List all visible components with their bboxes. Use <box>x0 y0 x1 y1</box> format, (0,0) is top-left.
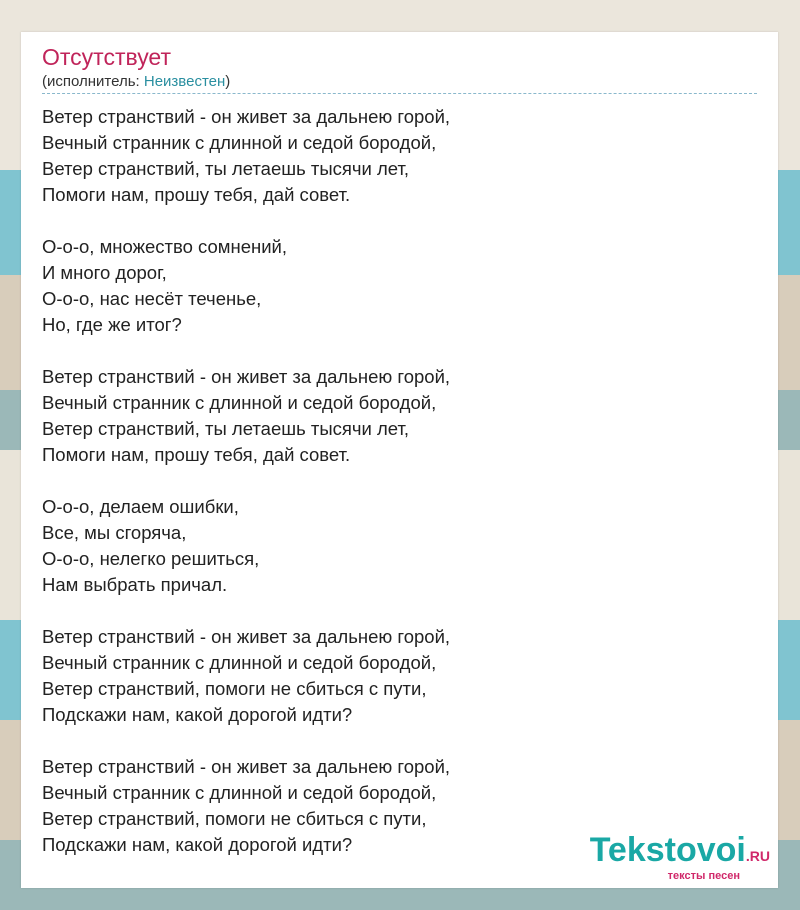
lyric-line: Ветер странствий, помоги не сбиться с пути, <box>42 808 427 829</box>
lyrics-stanza <box>42 494 450 598</box>
lyrics-stanza <box>42 234 450 338</box>
lyric-line: Вечный странник с длинной и седой бородой, <box>42 652 437 673</box>
lyric-line: Ветер странствий, помоги не сбиться с пути, <box>42 678 427 699</box>
lyric-line: Но, где же итог? <box>42 314 182 335</box>
lyric-line: Вечный странник с длинной и седой бородой, <box>42 392 437 413</box>
lyric-line: Ветер странствий - он живет за дальнею горой, <box>42 366 451 387</box>
lyric-line: Ветер странствий - он живет за дальнею горой, <box>42 626 451 647</box>
lyric-line: Ветер странствий, ты летаешь тысячи лет, <box>42 418 410 439</box>
logo-tagline: тексты песен <box>667 870 740 882</box>
lyrics-stanza <box>42 104 450 208</box>
song-title: Отсутствует <box>42 44 171 70</box>
lyric-line: Нам выбрать причал. <box>42 574 228 595</box>
lyric-line: Вечный странник с длинной и седой бородой, <box>42 782 437 803</box>
lyrics-stanza <box>42 364 450 468</box>
artist-line <box>42 73 230 91</box>
lyric-line: Ветер странствий, ты летаешь тысячи лет, <box>42 158 410 179</box>
lyric-line: О-о-о, нас несёт теченье, <box>42 288 262 309</box>
site-logo[interactable] <box>590 832 770 882</box>
artist-link[interactable]: Неизвестен <box>143 73 226 90</box>
lyric-line: Ветер странствий - он живет за дальнею горой, <box>42 756 451 777</box>
artist-prefix: (исполнитель: <box>42 73 144 90</box>
lyric-line: Подскажи нам, какой дорогой идти? <box>42 834 353 855</box>
lyric-line: Все, мы сгоряча, <box>42 522 187 543</box>
lyrics-stanza <box>42 754 450 858</box>
logo-tld: .RU <box>745 848 770 864</box>
title-divider <box>42 93 757 94</box>
lyric-line: Подскажи нам, какой дорогой идти? <box>42 704 353 725</box>
lyric-line: Вечный странник с длинной и седой бородой, <box>42 132 437 153</box>
lyric-line: И много дорог, <box>42 262 167 283</box>
lyric-line: Ветер странствий - он живет за дальнею горой, <box>42 106 451 127</box>
lyric-line: Помоги нам, прошу тебя, дай совет. <box>42 184 351 205</box>
lyrics-stanza <box>42 624 450 728</box>
lyrics-body <box>42 104 450 884</box>
lyrics-card <box>21 32 778 888</box>
artist-suffix: ) <box>225 73 231 90</box>
lyric-line: О-о-о, нелегко решиться, <box>42 548 260 569</box>
lyric-line: О-о-о, делаем ошибки, <box>42 496 239 517</box>
logo-name: Tekstovoi <box>589 831 746 869</box>
lyric-line: О-о-о, множество сомнений, <box>42 236 288 257</box>
lyric-line: Помоги нам, прошу тебя, дай совет. <box>42 444 351 465</box>
